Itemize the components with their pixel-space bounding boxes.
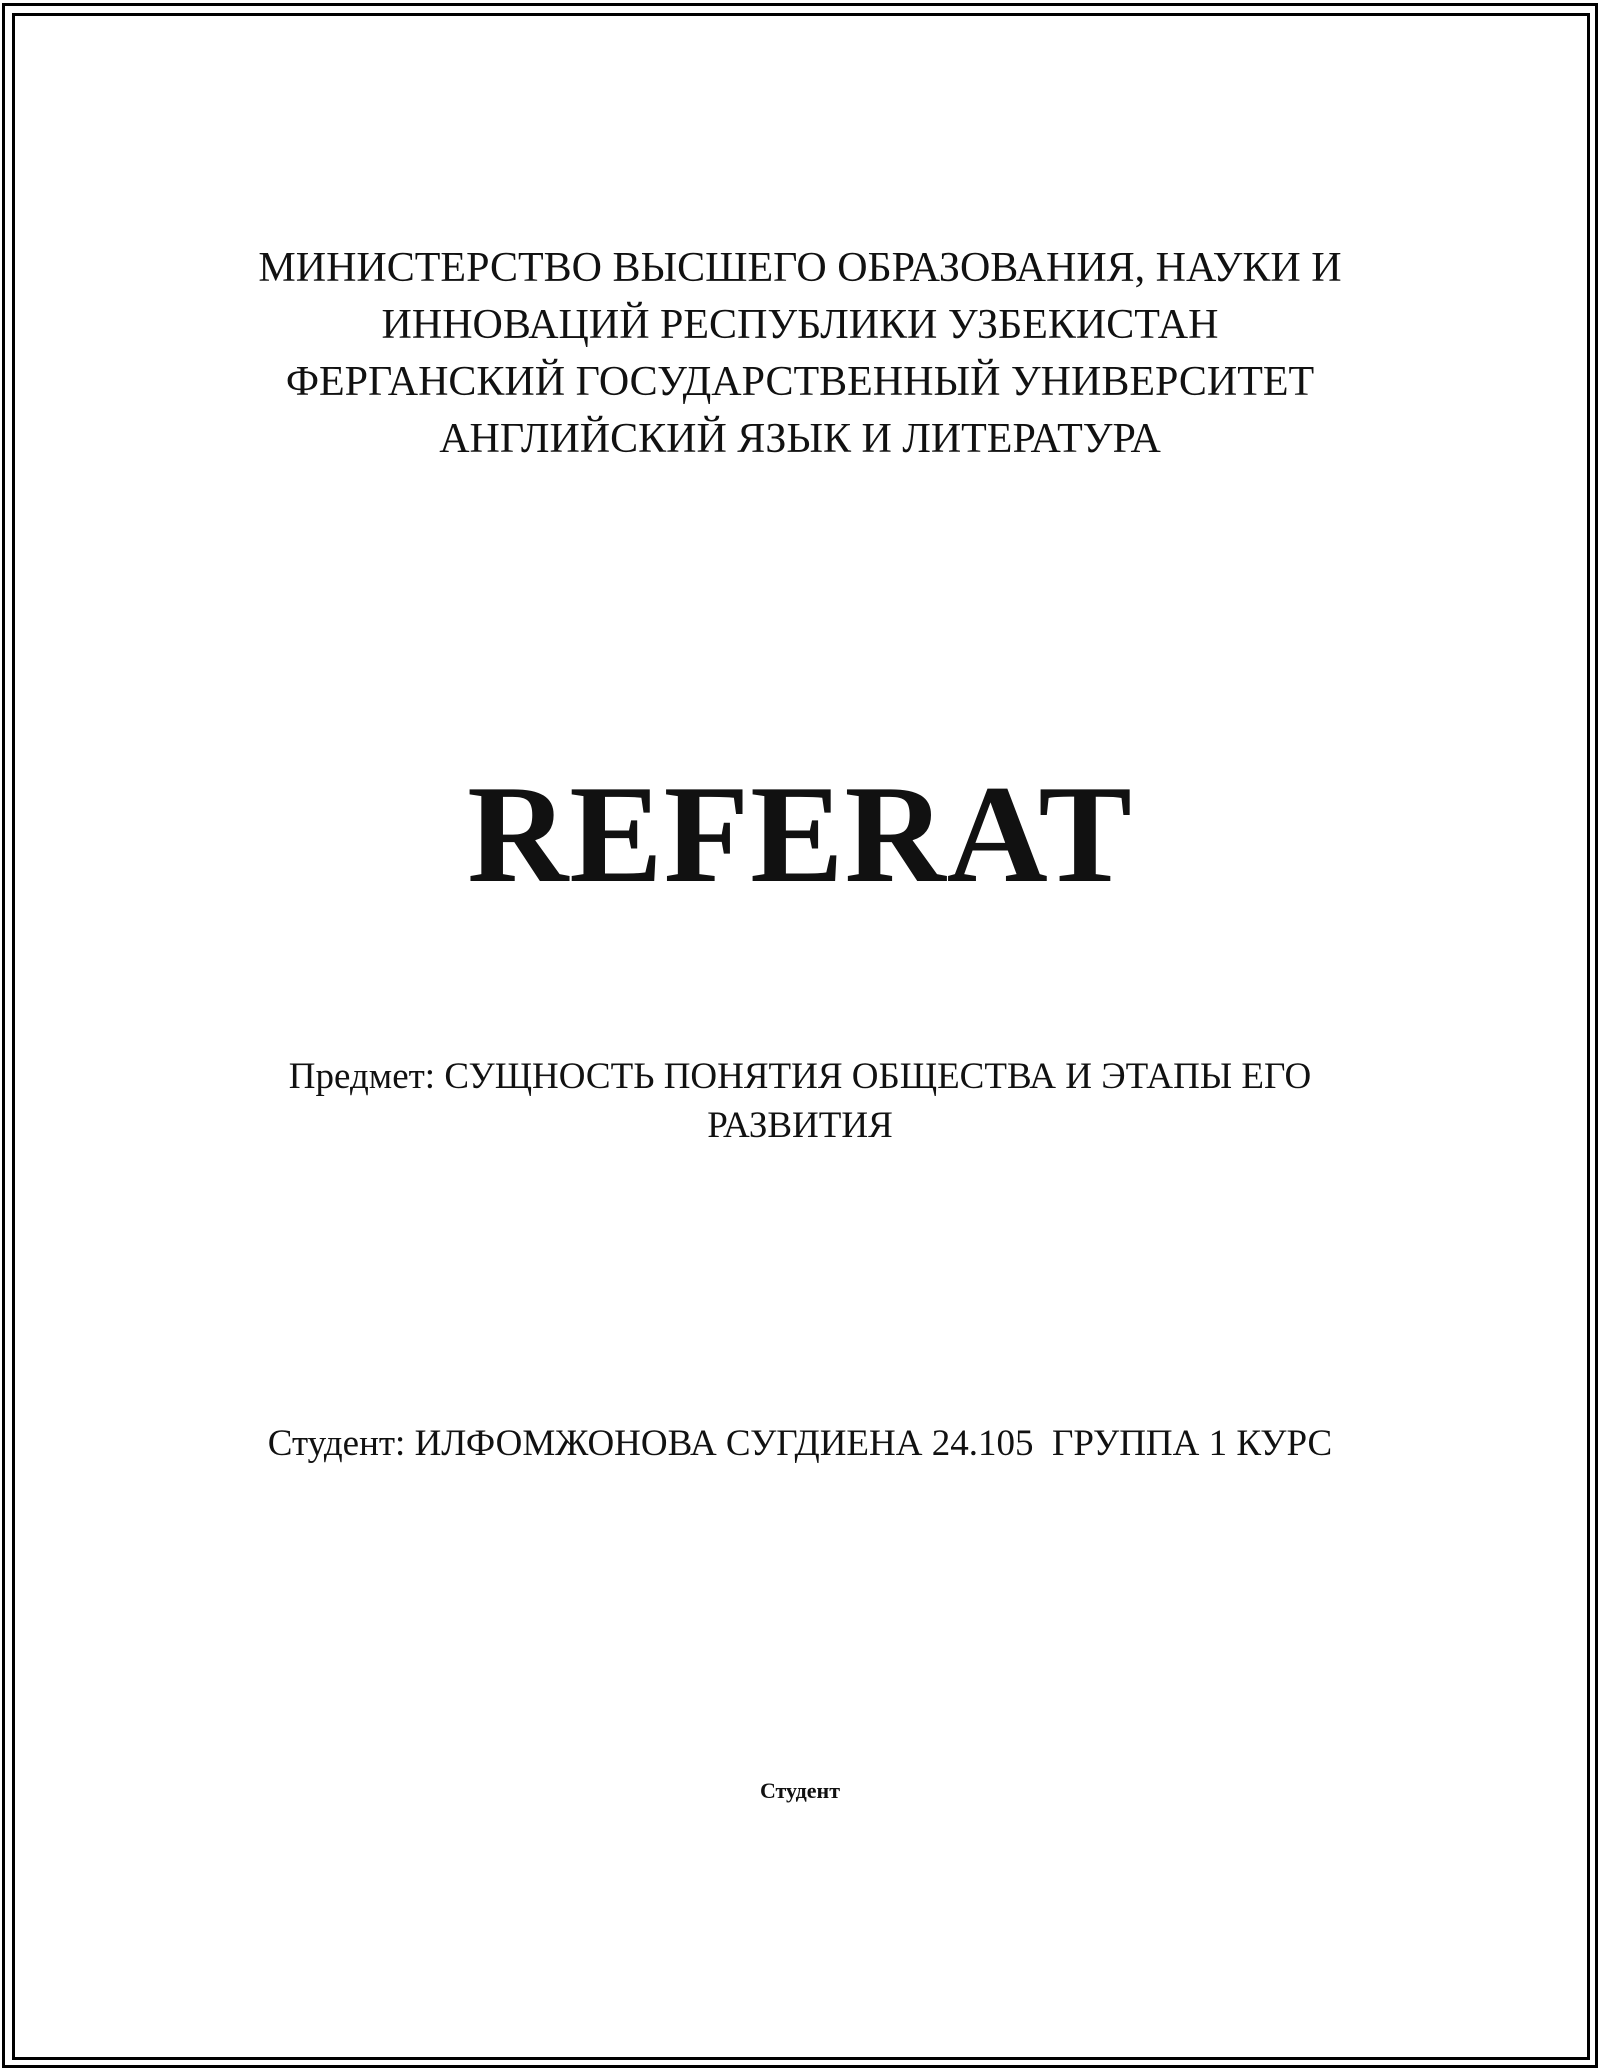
header-line: АНГЛИЙСКИЙ ЯЗЫК И ЛИТЕРАТУРА [439, 416, 1161, 462]
header-line: ИННОВАЦИЙ РЕСПУБЛИКИ УЗБЕКИСТАН [381, 302, 1219, 348]
student-line: Студент: ИЛФОМЖОНОВА СУГДИЕНА 24.105 ГРУППА 1 КУРС [267, 1423, 1333, 1464]
subject-line: Предмет: СУЩНОСТЬ ПОНЯТИЯ ОБЩЕСТВА И ЭТАПЫ ЕГО РАЗВИТИЯ [288, 1056, 1312, 1146]
footer-student-label: Студент [759, 1778, 841, 1803]
header-line: МИНИСТЕРСТВО ВЫСШЕГО ОБРАЗОВАНИЯ, НАУКИ И [258, 245, 1342, 291]
document-title: REFERAT [467, 757, 1133, 912]
header-line: ФЕРГАНСКИЙ ГОСУДАРСТВЕННЫЙ УНИВЕРСИТЕТ [285, 359, 1315, 405]
institution-header [0, 240, 1600, 468]
